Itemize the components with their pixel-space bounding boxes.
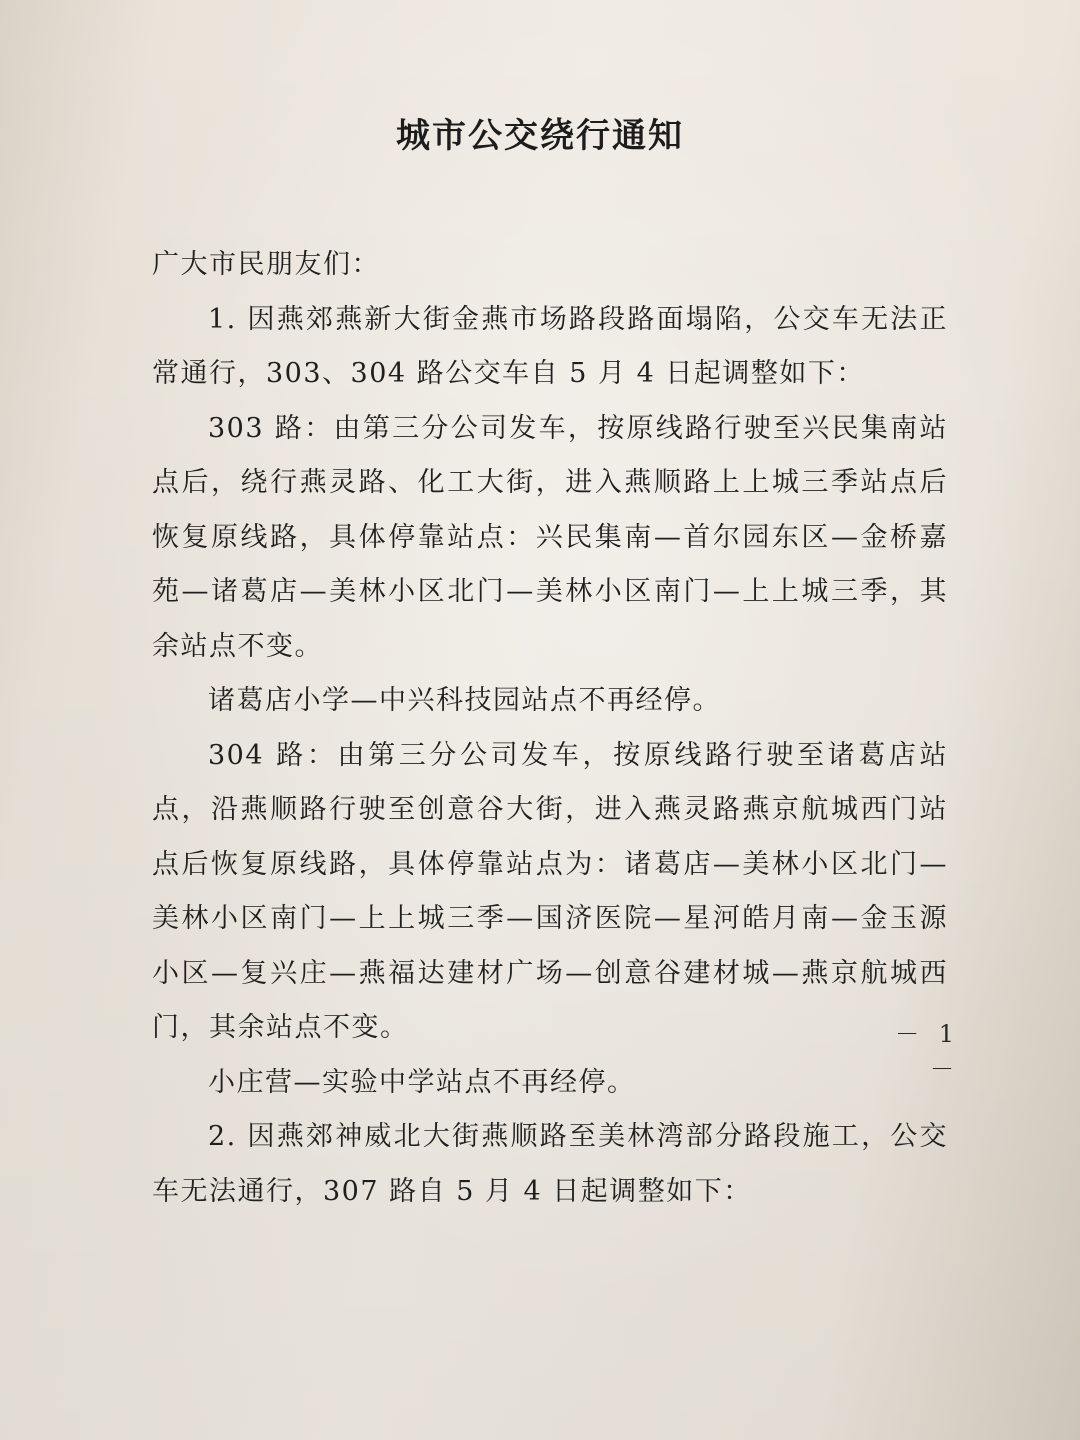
paragraph-304-route: 304 路：由第三分公司发车，按原线路行驶至诸葛店站点，沿燕顺路行驶至创意谷大街，进入燕灵路燕京航城西门站点后恢复原线路，具体停靠站点为：诸葛店—美林小区北门—美林小区南门—上上城三季—国济医院—星河皓月南—金玉源小区—复兴庄—燕福达建材广场—创意谷建材城—燕京航城西门，其余站点不变。 (152, 739, 948, 1043)
paragraph-1: 1. 因燕郊燕新大街金燕市场路段路面塌陷，公交车无法正常通行，303、304 路公交车自 5 月 4 日起调整如下： (152, 303, 948, 389)
paragraph-303-skipped: 诸葛店小学—中兴科技园站点不再经停。 (208, 685, 721, 716)
page-number: － 1 － (895, 1020, 960, 1083)
paragraph-303-route: 303 路：由第三分公司发车，按原线路行驶至兴民集南站点后，绕行燕灵路、化工大街，进入燕顺路上上城三季站点后恢复原线路，具体停靠站点：兴民集南—首尔园东区—金桥嘉苑—诸葛店—美林小区北门—美林小区南门—上上城三季，其余站点不变。 (152, 412, 948, 662)
salutation: 广大市民朋友们： (152, 249, 380, 280)
paragraph-2: 2. 因燕郊神威北大街燕顺路至美林湾部分路段施工，公交车无法通行，307 路自 5 月 4 日起调整如下： (152, 1121, 948, 1207)
document-body (152, 238, 948, 1219)
document-title: 城市公交绕行通知 (396, 116, 684, 156)
paragraph-304-skipped: 小庄营—实验中学站点不再经停。 (208, 1066, 636, 1098)
